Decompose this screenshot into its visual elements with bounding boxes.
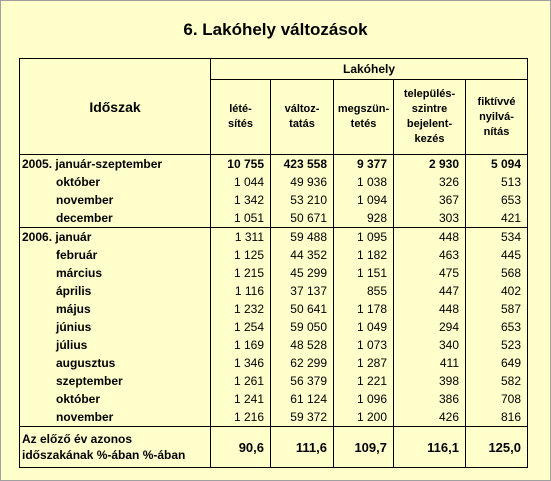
cell-termination: 1 038 (334, 173, 394, 191)
column-header-line: fiktívvé (477, 95, 516, 108)
cell-establishment: 1 261 (211, 372, 271, 390)
column-header-line: nítás (483, 125, 510, 138)
cell-fictitious-registration: 402 (466, 282, 528, 300)
cell-termination: 928 (334, 209, 394, 228)
cell-fictitious-registration: 445 (466, 246, 528, 264)
residence-group-header: Lakóhely (211, 59, 528, 80)
cell-fictitious-registration: 708 (466, 390, 528, 408)
column-header-line: lété- (229, 103, 252, 116)
cell-settlement-registration: 386 (394, 390, 466, 408)
table-row (20, 354, 528, 372)
row-label: szeptember (56, 374, 123, 388)
column-header-settlement-registration (394, 80, 466, 155)
row-label: december (56, 211, 113, 225)
row-label: október (56, 175, 101, 189)
cell-settlement-registration: 326 (394, 173, 466, 191)
cell-change: 56 379 (271, 372, 334, 390)
cell-termination: 1 094 (334, 191, 394, 209)
column-header-change (271, 80, 334, 155)
column-header-line: kezés (414, 133, 445, 146)
cell-settlement-registration: 475 (394, 264, 466, 282)
cell-fictitious-registration: 816 (466, 408, 528, 427)
cell-fictitious-registration: 582 (466, 372, 528, 390)
cell-fictitious-registration: 587 (466, 300, 528, 318)
cell-termination: 1 182 (334, 246, 394, 264)
table-row (20, 372, 528, 390)
cell-termination: 1 178 (334, 300, 394, 318)
cell-establishment: 1 346 (211, 354, 271, 372)
cell-termination: 1 287 (334, 354, 394, 372)
page-title: 6. Lakóhely változások (183, 20, 368, 39)
cell-establishment: 1 215 (211, 264, 271, 282)
cell-establishment: 1 254 (211, 318, 271, 336)
column-header-line: tatás (289, 118, 315, 131)
cell-change: 37 137 (271, 282, 334, 300)
column-header-line: település- (403, 88, 456, 101)
cell-change: 49 936 (271, 173, 334, 191)
cell-establishment: 1 232 (211, 300, 271, 318)
row-label: 2006. január (20, 228, 211, 247)
row-label: március (56, 266, 103, 280)
cell-establishment: 1 216 (211, 408, 271, 427)
row-label: november (56, 193, 114, 207)
cell-settlement-registration: 367 (394, 191, 466, 209)
cell-settlement-registration: 303 (394, 209, 466, 228)
summary-label-line: időszakának %-ában %-ában (22, 448, 186, 462)
column-header-line: nyilvá- (479, 110, 514, 123)
cell-change: 45 299 (271, 264, 334, 282)
cell-settlement-registration: 426 (394, 408, 466, 427)
summary-fictitious-registration: 125,0 (466, 427, 528, 468)
cell-settlement-registration: 398 (394, 372, 466, 390)
cell-change: 53 210 (271, 191, 334, 209)
table-row (20, 173, 528, 191)
cell-fictitious-registration: 568 (466, 264, 528, 282)
cell-fictitious-registration: 513 (466, 173, 528, 191)
cell-settlement-registration: 448 (394, 300, 466, 318)
column-header-line: tetés (350, 118, 377, 131)
row-label: november (56, 410, 114, 424)
cell-establishment: 1 044 (211, 173, 271, 191)
column-header-line: megszün- (337, 103, 390, 116)
summary-change: 111,6 (271, 427, 334, 468)
row-label: április (56, 284, 92, 298)
column-header-line: bejelent- (406, 118, 453, 131)
cell-change: 59 372 (271, 408, 334, 427)
cell-establishment: 1 116 (211, 282, 271, 300)
table-row (20, 246, 528, 264)
cell-establishment: 1 311 (211, 228, 271, 247)
row-label: július (56, 338, 88, 352)
cell-settlement-registration: 411 (394, 354, 466, 372)
cell-settlement-registration: 2 930 (394, 155, 466, 174)
cell-settlement-registration: 448 (394, 228, 466, 247)
cell-fictitious-registration: 653 (466, 191, 528, 209)
cell-change: 62 299 (271, 354, 334, 372)
table-row (20, 390, 528, 408)
cell-change: 44 352 (271, 246, 334, 264)
table-row (20, 336, 528, 354)
cell-establishment: 1 169 (211, 336, 271, 354)
period-header: Időszak (20, 59, 211, 155)
data-table (19, 58, 528, 468)
table-row (20, 191, 528, 209)
cell-termination: 1 095 (334, 228, 394, 247)
cell-fictitious-registration: 523 (466, 336, 528, 354)
summary-label-line: Az előző év azonos (22, 432, 133, 446)
summary-settlement-registration: 116,1 (394, 427, 466, 468)
cell-termination: 1 151 (334, 264, 394, 282)
cell-change: 48 528 (271, 336, 334, 354)
cell-fictitious-registration: 653 (466, 318, 528, 336)
column-header-termination (334, 80, 394, 155)
cell-change: 423 558 (271, 155, 334, 174)
column-header-fictitious-registration (466, 80, 528, 155)
cell-settlement-registration: 340 (394, 336, 466, 354)
cell-termination: 1 096 (334, 390, 394, 408)
cell-establishment: 10 755 (211, 155, 271, 174)
cell-change: 59 488 (271, 228, 334, 247)
row-label: 2005. január-szeptember (22, 157, 163, 171)
cell-change: 50 641 (271, 300, 334, 318)
row-label: október (56, 392, 101, 406)
cell-establishment: 1 342 (211, 191, 271, 209)
cell-establishment: 1 125 (211, 246, 271, 264)
cell-fictitious-registration: 421 (466, 209, 528, 228)
row-label: február (56, 248, 98, 262)
cell-settlement-registration: 294 (394, 318, 466, 336)
cell-termination: 9 377 (334, 155, 394, 174)
cell-fictitious-registration: 534 (466, 228, 528, 247)
table-row (20, 282, 528, 300)
table-row (20, 300, 528, 318)
cell-change: 61 124 (271, 390, 334, 408)
cell-change: 59 050 (271, 318, 334, 336)
column-header-line: változ- (284, 103, 320, 116)
cell-termination: 1 221 (334, 372, 394, 390)
cell-termination: 1 200 (334, 408, 394, 427)
cell-settlement-registration: 463 (394, 246, 466, 264)
column-header-line: sítés (227, 118, 254, 131)
cell-establishment: 1 241 (211, 390, 271, 408)
table-row (20, 155, 528, 174)
table-row (20, 209, 528, 228)
cell-fictitious-registration: 649 (466, 354, 528, 372)
cell-termination: 1 049 (334, 318, 394, 336)
summary-label (20, 427, 211, 468)
column-header-establishment (211, 80, 271, 155)
cell-fictitious-registration: 5 094 (466, 155, 528, 174)
table-row (20, 318, 528, 336)
cell-settlement-registration: 447 (394, 282, 466, 300)
cell-establishment: 1 051 (211, 209, 271, 228)
table-row (20, 408, 528, 427)
cell-change: 50 671 (271, 209, 334, 228)
row-label: május (56, 302, 91, 316)
summary-row (20, 427, 528, 468)
row-label: augusztus (56, 356, 116, 370)
cell-termination: 1 073 (334, 336, 394, 354)
row-label: június (56, 320, 92, 334)
summary-establishment: 90,6 (211, 427, 271, 468)
column-header-line: szintre (411, 103, 448, 116)
summary-termination: 109,7 (334, 427, 394, 468)
table-row (20, 264, 528, 282)
cell-termination: 855 (334, 282, 394, 300)
table-row (20, 228, 528, 247)
